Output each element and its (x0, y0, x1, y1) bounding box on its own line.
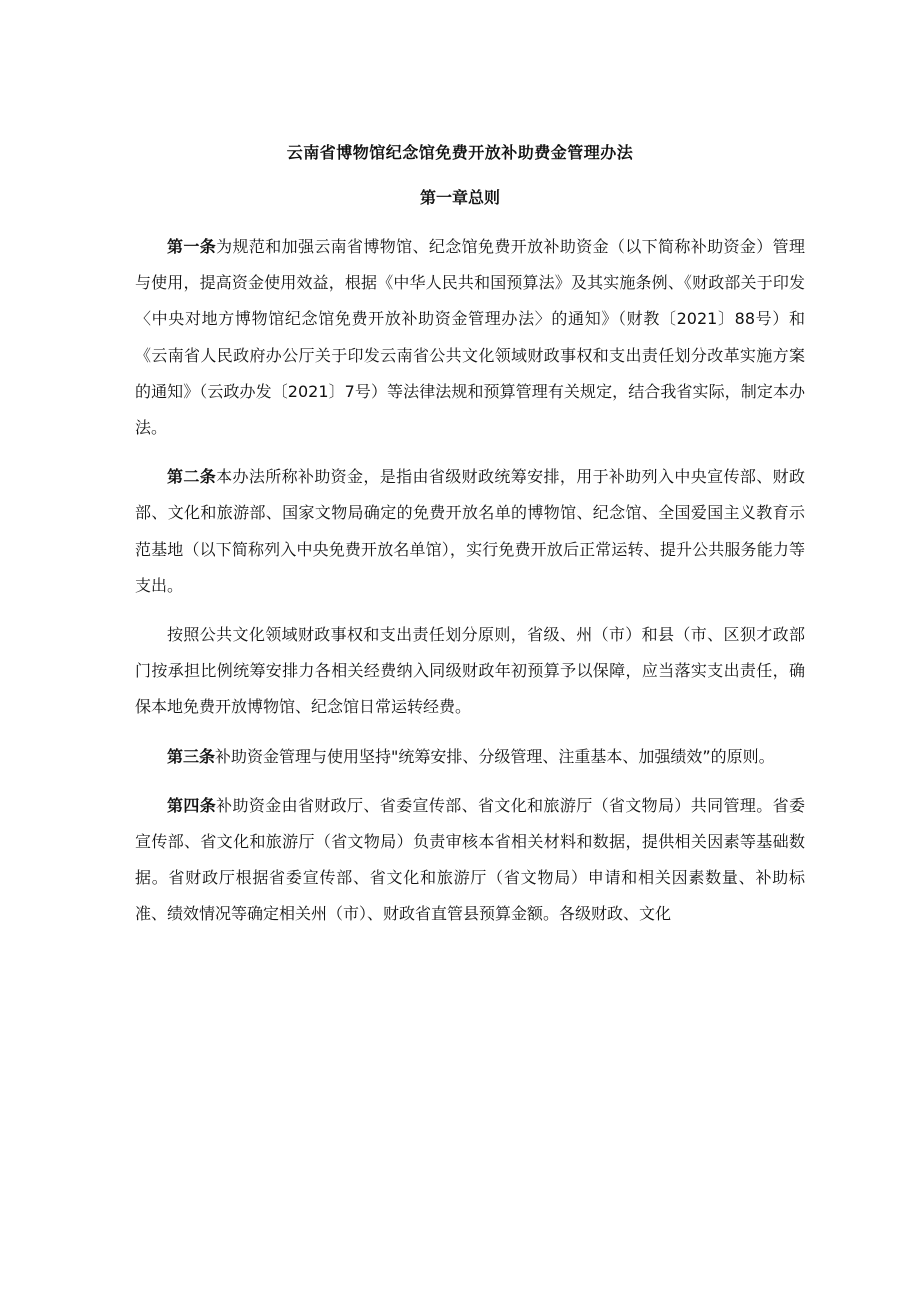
article-text: 补助资金由省财政厅、省委宣传部、省文化和旅游厅（省文物局）共同管理。省委宣传部、省文化和旅游厅（省文物局）负责审核本省相关材料和数据，提供相关因素等基础数据。省财政厅根据省委宣传部、省文化和旅游厅（省文物局）申请和相关因素数量、补助标准、绩效情况等确定相关州（市）、财政省直管县预算金额。各级财政、文化 (135, 795, 805, 924)
article-label: 第一条 (167, 237, 217, 256)
article-label: 第三条 (167, 746, 216, 766)
article-2-paragraph-2 (135, 617, 805, 726)
document-title: 云南省博物馆纪念馆免费开放补助费金管理办法 (286, 143, 634, 162)
article-text: 按照公共文化领域财政事权和支出责任划分原则，省级、州（市）和县（市、区狈才政部门按承担比例统筹安排力各相关经费纳入同级财政年初预算予以保障，应当落实支出责任，确保本地免费开放博物馆、纪念馆日常运转经费。 (135, 625, 805, 717)
article-label: 第四条 (167, 795, 217, 815)
article-label: 第二条 (167, 467, 217, 487)
article-3 (135, 739, 805, 775)
document-body (135, 229, 805, 946)
article-text: 补助资金管理与使用坚持"统筹安排、分级管理、注重基本、加强绩效”的原则。 (215, 746, 775, 766)
article-4 (135, 788, 805, 933)
article-text: 本办法所称补助资金，是指由省级财政统筹安排，用于补助列入中央宣传部、财政部、文化和旅游部、国家文物局确定的免费开放名单的博物馆、纪念馆、全国爱国主义教育示范基地（以下简称列入中央免费开放名单馆），实行免费开放后正常运转、提升公共服务能力等支出。 (135, 467, 805, 595)
article-text: 为规范和加强云南省博物馆、纪念馆免费开放补助资金（以下简称补助资金）管理与使用，提高资金使用效益，根据《中华人民共和国预算法》及其实施条例、《财政部关于印发〈中央对地方博物馆纪念馆免费开放补助资金管理办法〉的通知》（财教〔2021〕88号）和《云南省人民政府办公厅关于印发云南省公共文化领域财政事权和支出责任划分改革实施方案的通知》（云政办发〔2021〕7号）等法律法规和预算管理有关规定，结合我省实际，制定本办法。 (135, 237, 805, 438)
article-2 (135, 459, 805, 604)
chapter-title: 第一章总则 (419, 188, 500, 207)
article-1 (135, 229, 805, 446)
